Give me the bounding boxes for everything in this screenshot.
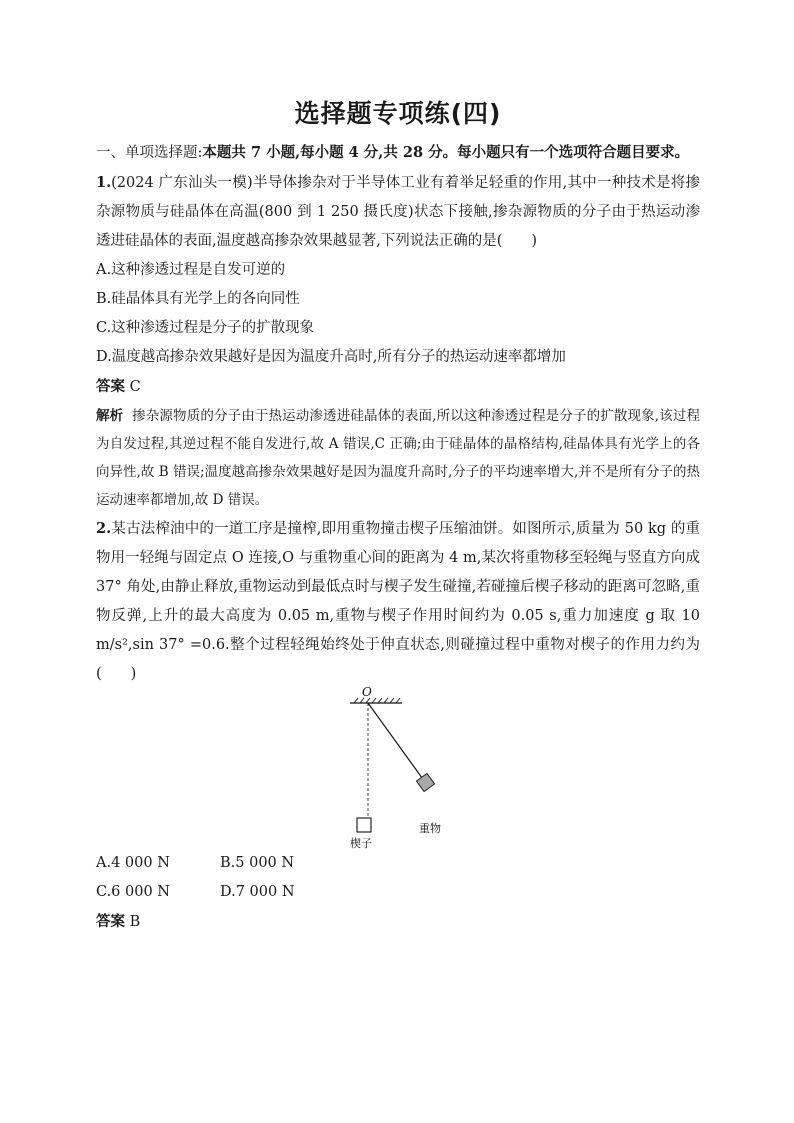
explanation-text: 掺杂源物质的分子由于热运动渗透进硅晶体的表面,所以这种渗透过程是分子的扩散现象,该过程为自发过程,其逆过程不能自发进行,故 A 错误,C 正确;由于硅晶体的晶格结构,硅晶体具有光学上的各向异性,故 B 错误;温度越高掺杂效果越好是因为温度升高时,分子的平均速率增大,并不是所有分子的热运动速率都增加,故 D 错误。 (96, 408, 700, 508)
question-2-option-a: A.4 000 N (96, 855, 170, 871)
point-o-label: O (362, 685, 372, 699)
wedge-label: 楔子 (350, 837, 372, 850)
question-1-option-d: D.温度越高掺杂效果越好是因为温度升高时,所有分子的热运动速率都增加 (96, 349, 566, 365)
question-1-option-c: C.这种渗透过程是分子的扩散现象 (96, 320, 315, 336)
ceiling-hatch (354, 698, 400, 703)
explanation-label: 解析 (96, 408, 124, 424)
question-2-text: 某古法榨油中的一道工序是撞榨,即用重物撞击楔子压缩油饼。如图所示,质量为 50 kg 的重物用一轻绳与固定点 O 连接,O 与重物重心间的距离为 4 m,某次将重物移至轻绳与竖直方向成 37° 角处,由静止释放,重物运动到最低点时与楔子发生碰撞,若碰撞后楔子移动的距离可忽略,重物反弹,上升的最大高度为 0.05 m,重物与楔子作用时间约为 0.05 s,重力加速度 g 取 10 m/s²,sin 37° =0.6.整个过程轻绳始终处于伸直状态,则碰撞过程中重物对楔子的作用力约为( ) (96, 521, 700, 682)
pendulum-figure (96, 685, 700, 850)
question-2-options-row-2 (96, 878, 700, 907)
section-heading (96, 138, 700, 168)
question-1-answer (96, 372, 700, 402)
answer-value: B (129, 914, 141, 930)
answer-label: 答案 (96, 913, 125, 930)
question-2-option-d: D.7 000 N (220, 884, 295, 900)
question-1-stem (96, 168, 700, 256)
page (96, 96, 700, 937)
question-2-answer (96, 907, 700, 937)
question-1-explanation (96, 402, 700, 514)
question-2-stem (96, 514, 700, 689)
question-1-text: (2024 广东汕头一模)半导体掺杂对于半导体工业有着举足轻重的作用,其中一种技术是将掺杂源物质与硅晶体在高温(800 到 1 250 摄氏度)状态下接触,掺杂源物质的分子由于热运动渗透进硅晶体的表面,温度越高掺杂效果越显著,下列说法正确的是( ) (96, 175, 700, 249)
question-2-option-c: C.6 000 N (96, 884, 170, 900)
question-2-options-row-1 (96, 849, 700, 878)
weight-block (416, 773, 434, 791)
question-1-number: 1. (96, 174, 112, 191)
question-1-option-a: A.这种渗透过程是自发可逆的 (96, 262, 286, 278)
section-intro: 本题共 7 小题,每小题 4 分,共 28 分。每小题只有一个选项符合题目要求。 (202, 144, 690, 161)
section-label: 一、单项选择题: (96, 145, 203, 161)
page-title: 选择题专项练(四) (294, 99, 502, 128)
weight-label: 重物 (419, 822, 441, 835)
question-2-option-b: B.5 000 N (220, 855, 295, 871)
wedge-block (357, 818, 371, 832)
answer-label: 答案 (96, 378, 125, 395)
question-2-number: 2. (96, 520, 112, 537)
answer-value: C (129, 379, 141, 395)
question-1-option-b: B.硅晶体具有光学上的各向同性 (96, 291, 300, 307)
rope (368, 703, 425, 782)
